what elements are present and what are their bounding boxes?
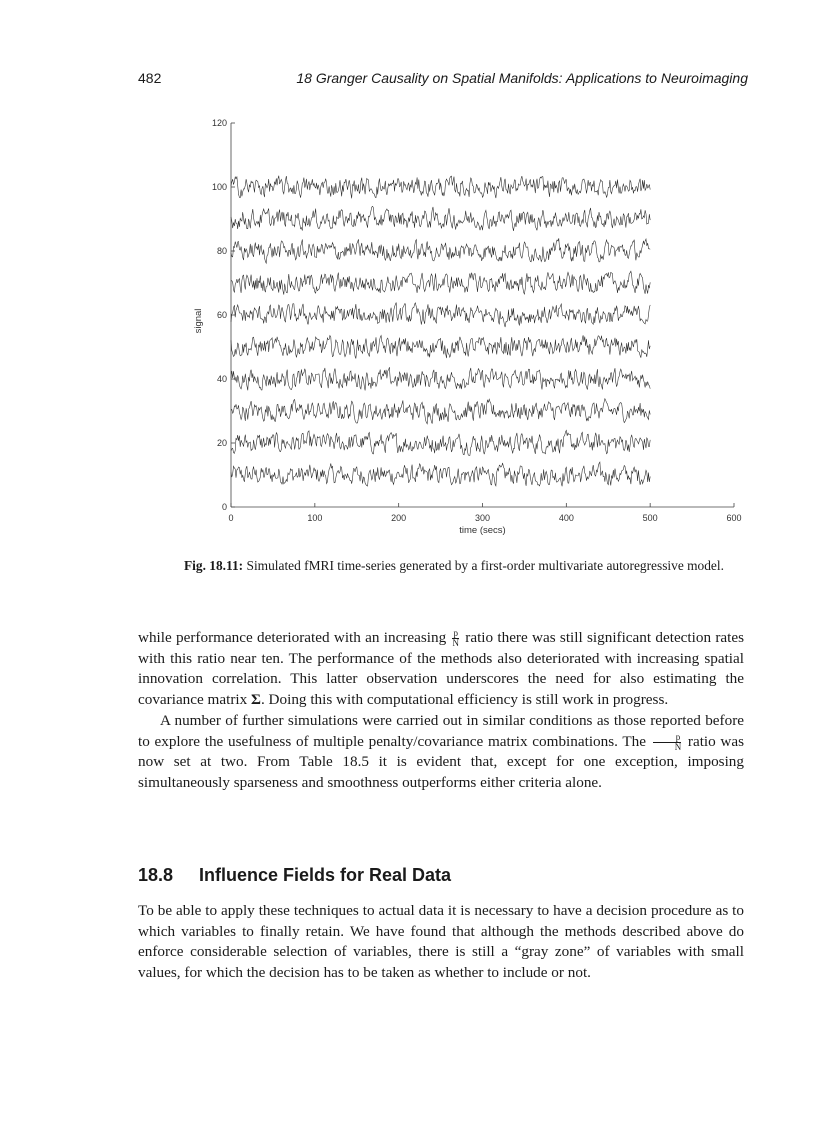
y-tick-label: 100 bbox=[211, 182, 227, 192]
y-axis-label: signal bbox=[193, 308, 204, 334]
section-number: 18.8 bbox=[138, 865, 174, 885]
series-line bbox=[231, 206, 650, 231]
figure-caption bbox=[184, 556, 742, 576]
running-title: 18 Granger Causality on Spatial Manifolds: Applications to Neuroimaging bbox=[296, 70, 748, 86]
series-line bbox=[231, 430, 650, 455]
y-tick-label: 0 bbox=[221, 502, 227, 512]
y-tick-label: 40 bbox=[216, 374, 227, 384]
y-tick-label: 20 bbox=[216, 438, 227, 448]
x-tick-label: 300 bbox=[474, 513, 491, 523]
x-tick-label: 600 bbox=[726, 513, 742, 523]
y-tick-label: 80 bbox=[216, 246, 227, 256]
chart-series bbox=[231, 176, 650, 487]
x-tick-label: 100 bbox=[307, 513, 323, 523]
section-heading bbox=[138, 865, 744, 891]
sigma-symbol: Σ bbox=[251, 691, 261, 709]
p-over-n-fraction-2: $\frac{p}{N}$ bbox=[653, 733, 682, 752]
section-title: Influence Fields for Real Data bbox=[199, 865, 452, 885]
para1-part-b: ratio there was still significant detection rates with this ratio near ten. The performance of the methods also deteriorated with increasing spatial innovation correlation. This latter observation underscores the need for also estimating the covariance matrix bbox=[138, 629, 745, 709]
series-line bbox=[231, 399, 650, 424]
series-line bbox=[231, 462, 650, 486]
para2-part-b: ratio was now set at two. From Table 18.5 it is evident that, except for one exception, imposing simultaneously sparseness and smoothness outperforms either criteria alone. bbox=[138, 732, 745, 791]
para1-part-a: while performance deteriorated with an increasing bbox=[138, 629, 447, 646]
x-tick-label: 200 bbox=[391, 513, 407, 523]
page-number: 482 bbox=[138, 70, 162, 86]
caption-label: Fig. 18.11: bbox=[184, 558, 244, 573]
x-tick-label: 500 bbox=[642, 513, 658, 523]
body-paragraph-1 bbox=[138, 628, 744, 794]
series-line bbox=[231, 176, 650, 199]
x-axis-label: time (secs) bbox=[459, 525, 506, 536]
series-line bbox=[231, 335, 650, 358]
series-line bbox=[231, 238, 650, 263]
p-over-n-fraction: $\frac{p}{N}$ bbox=[452, 628, 459, 649]
x-tick-label: 400 bbox=[558, 513, 574, 523]
para2-part-a: A number of further simulations were carried out in similar conditions as those reported before to explore the usefulness of multiple penalty/covariance matrix combinations. The bbox=[138, 711, 744, 750]
series-line bbox=[231, 271, 650, 294]
para3-text: To be able to apply these techniques to actual data it is necessary to have a decision procedure as to which variables to finally retain. We have found that although the methods described above do enforce considerable selection of variables, there is still a “gray zone” of variables with small values, for which the decision has to be taken as whether to include or not. bbox=[138, 902, 744, 982]
body-paragraph-3 bbox=[138, 901, 744, 984]
y-tick-label: 120 bbox=[211, 118, 227, 128]
series-line bbox=[231, 367, 650, 390]
caption-text: Simulated fMRI time-series generated by a first-order multivariate autoregressive model. bbox=[246, 558, 724, 573]
para1-part-c: . Doing this with computational efficiency is still work in progress. bbox=[260, 691, 669, 709]
body-paragraph-2 bbox=[138, 711, 744, 794]
timeseries-figure bbox=[0, 0, 816, 550]
x-tick-label: 0 bbox=[228, 513, 234, 523]
series-line bbox=[231, 303, 650, 328]
y-tick-label: 60 bbox=[216, 310, 227, 320]
